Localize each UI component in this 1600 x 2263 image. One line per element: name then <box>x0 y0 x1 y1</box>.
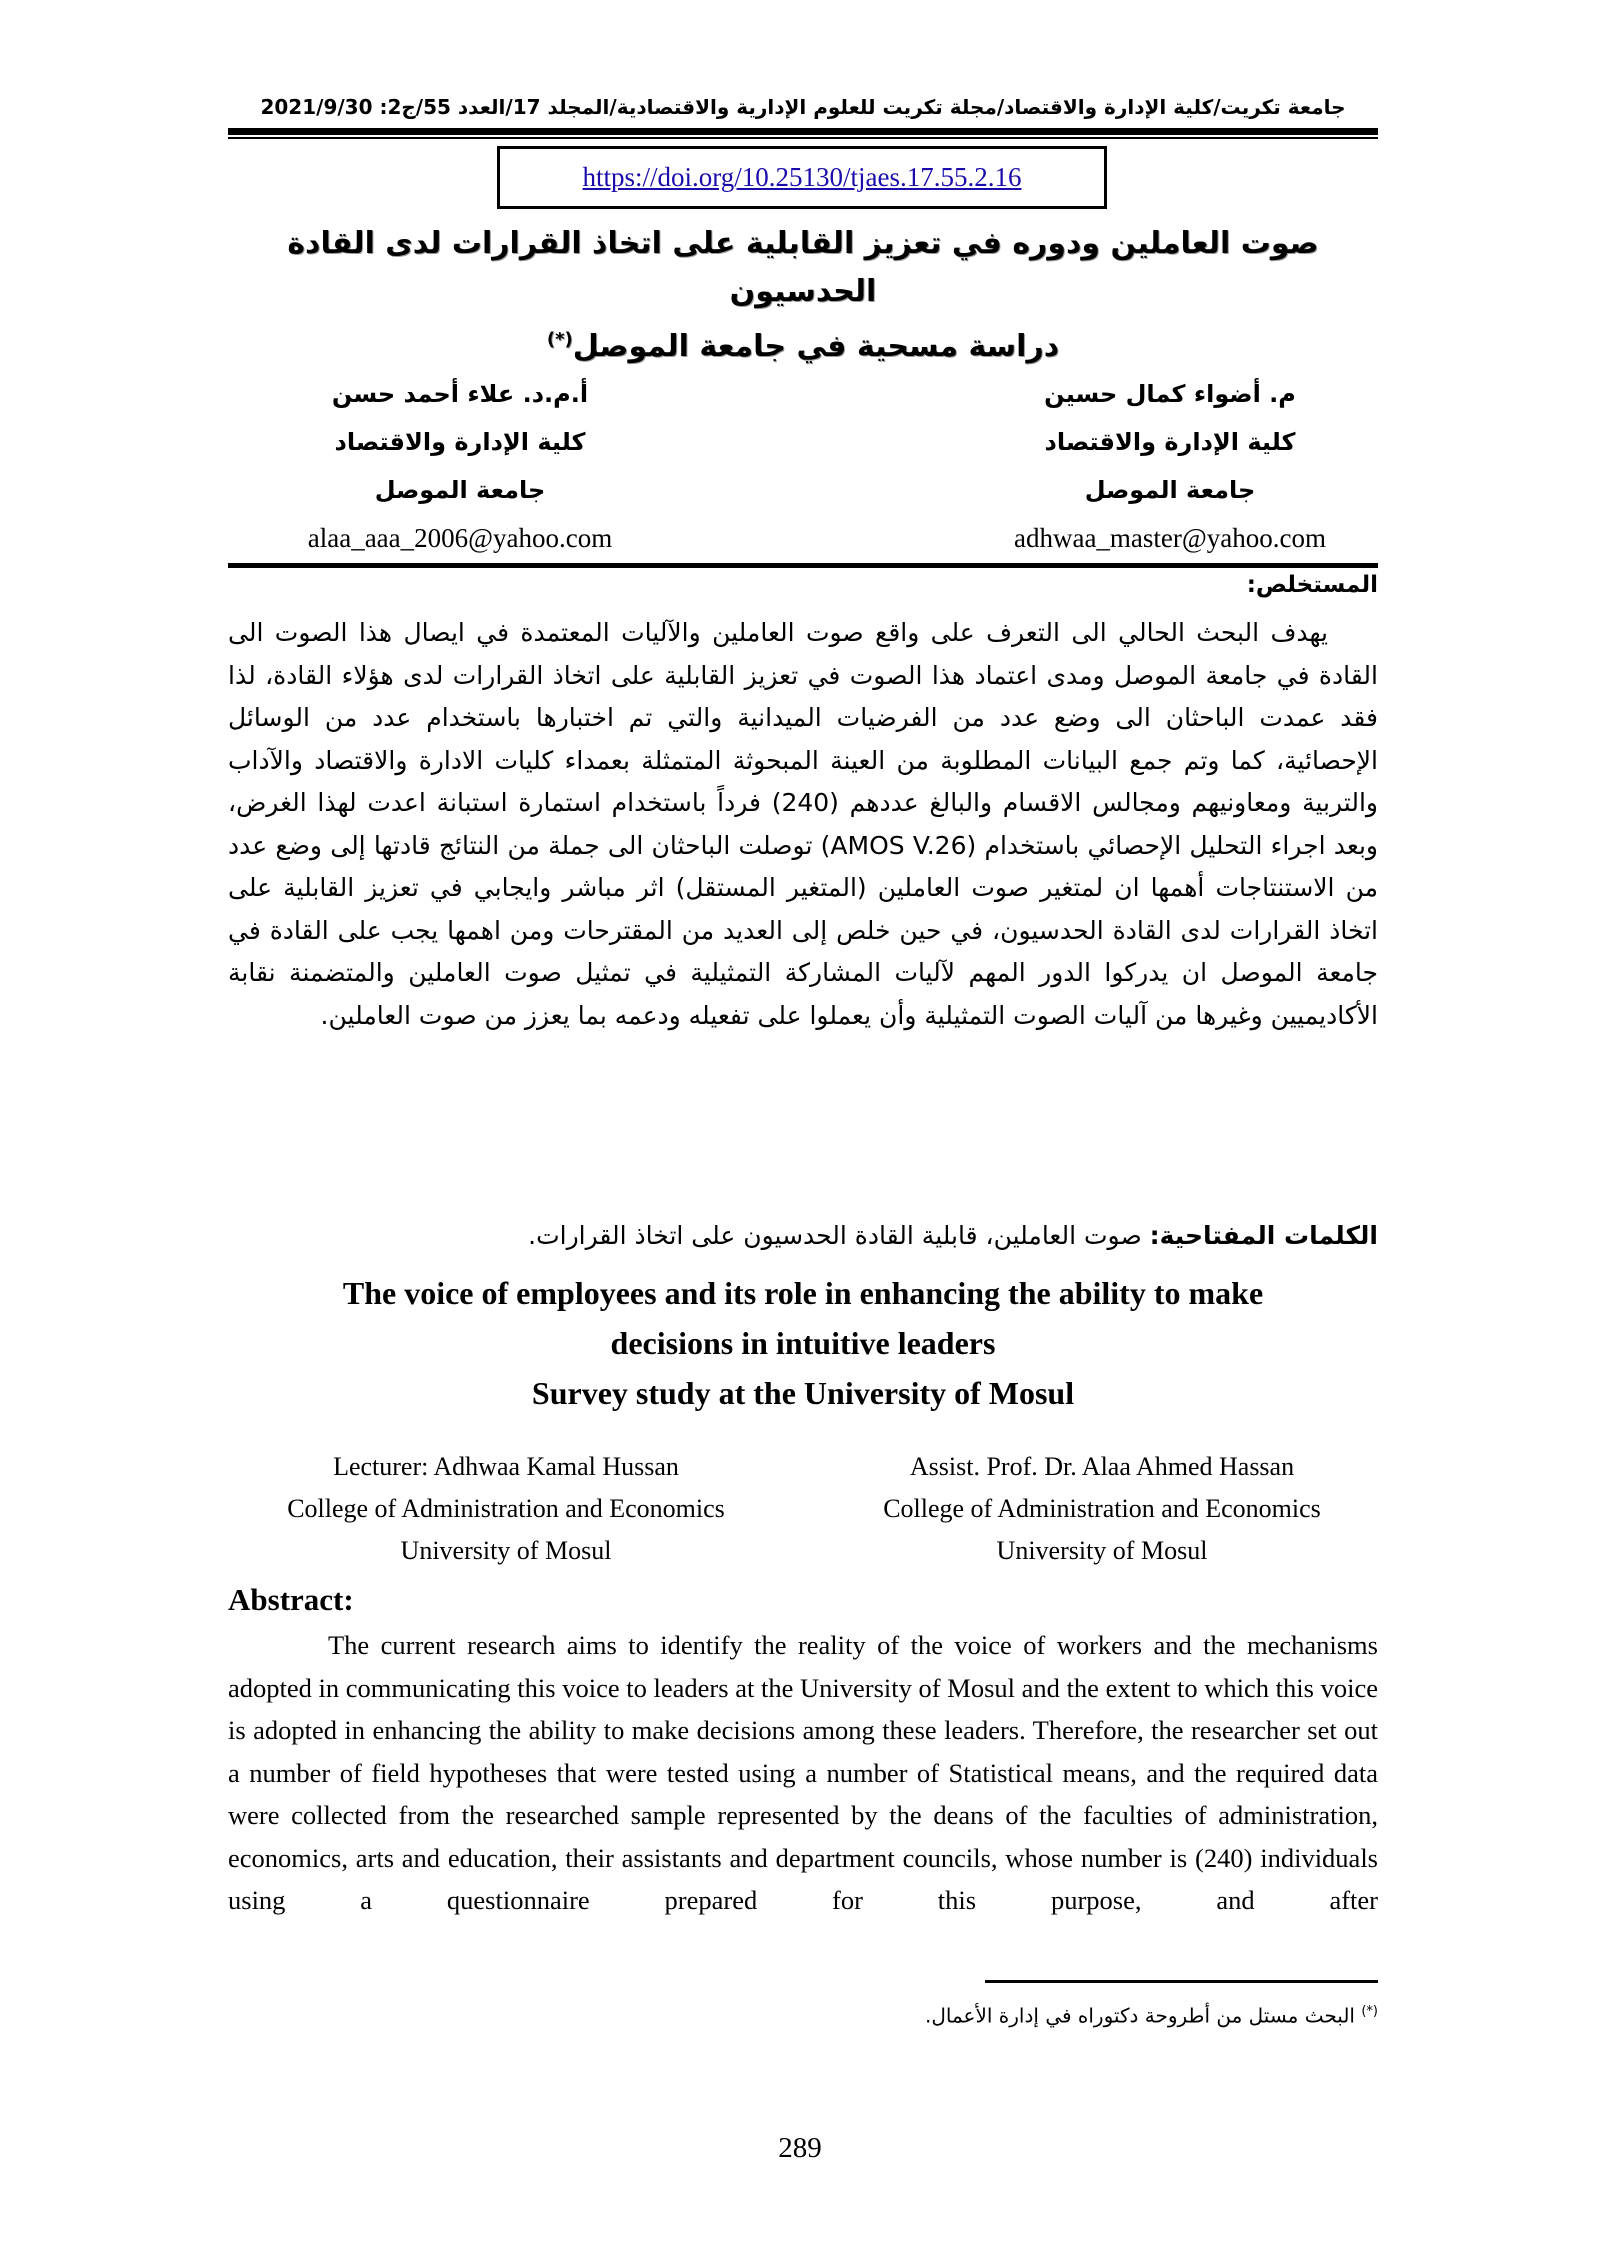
arabic-author-2 <box>250 370 670 562</box>
author-university: University of Mosul <box>400 1536 612 1565</box>
author-email[interactable]: alaa_aaa_2006@yahoo.com <box>307 523 613 553</box>
section-divider <box>228 563 1378 568</box>
footnote-text: البحث مستل من أطروحة دكتوراه في إدارة الأعمال. <box>925 2003 1362 2028</box>
author-name: أ.م.د. علاء أحمد حسن <box>331 380 589 408</box>
arabic-abstract <box>228 612 1378 1037</box>
arabic-author-1 <box>960 370 1380 562</box>
author-college: College of Administration and Economics <box>883 1494 1321 1523</box>
doi-link[interactable]: https://doi.org/10.25130/tjaes.17.55.2.16 <box>582 162 1022 192</box>
english-title <box>228 1268 1378 1418</box>
page-number: 289 <box>778 2132 822 2164</box>
header-rule-thin <box>228 137 1378 139</box>
arabic-abstract-heading: المستخلص: <box>1246 572 1378 598</box>
author-name: Assist. Prof. Dr. Alaa Ahmed Hassan <box>909 1452 1295 1481</box>
arabic-abstract-text: يهدف البحث الحالي الى التعرف على واقع صوت العاملين والآليات المعتمدة في ايصال هذا الصوت الى القادة في جامعة الموصل ومدى اعتماد هذا الصوت في تعزيز القابلية على اتخاذ القرارات لدى هؤلاء القادة، لذا فقد عمدت الباحثان الى وضع عدد من الفرضيات الميدانية والتي تم اختبارها باستخدام عدد من الوسائل الإحصائية، كما وتم جمع البيانات المطلوبة من العينة المبحوثة المتمثلة بعمداء كليات الادارة والاقتصاد والآداب والتربية ومعاونيهم ومجالس الاقسام والبالغ عددهم (240) فرداً باستخدام استمارة استبانة اعدت لهذا الغرض، وبعد اجراء التحليل الإحصائي باستخدام (AMOS V.26) توصلت الباحثان الى جملة من النتائج قادتها إلى وضع عدد من الاستنتاجات أهمها ان لمتغير صوت العاملين (المتغير المستقل) اثر مباشر وايجابي في تعزيز القابلية على اتخاذ القرارات لدى القادة الحدسيون، في حين خلص إلى العديد من المقترحات ومن اهمها يجب على القادة في جامعة الموصل ان يدركوا الدور المهم لآليات المشاركة التمثيلية في تمثيل صوت العاملين والمتضمنة نقابة الأكاديميين وغيرها من آليات الصوت التمثيلية وأن يعملوا على تفعيله ودعمه بما يعزز من صوت العاملين. <box>228 618 1378 1030</box>
english-abstract-heading: Abstract: <box>228 1582 354 1617</box>
doi-box <box>497 146 1107 209</box>
english-title-line-1: The voice of employees and its role in enhancing the ability to make <box>342 1275 1264 1311</box>
arabic-keywords <box>228 1215 1378 1257</box>
author-college: كلية الإدارة والاقتصاد <box>1044 428 1296 456</box>
author-university: جامعة الموصل <box>374 476 546 504</box>
footnote <box>925 1995 1378 2033</box>
keywords-text: صوت العاملين، قابلية القادة الحدسيون على اتخاذ القرارات. <box>528 1221 1150 1250</box>
arabic-title-line-2-text: دراسة مسحية في جامعة الموصل <box>572 329 1060 364</box>
english-abstract <box>228 1624 1378 1922</box>
title-footnote-mark[interactable]: (*) <box>546 329 573 350</box>
author-name: Lecturer: Adhwaa Kamal Hussan <box>333 1452 679 1481</box>
footnote-mark: (*) <box>1361 2004 1378 2019</box>
author-college: كلية الإدارة والاقتصاد <box>334 428 586 456</box>
footnote-rule <box>985 1980 1378 1983</box>
running-header: جامعة تكريت/كلية الإدارة والاقتصاد/مجلة تكريت للعلوم الإدارية والاقتصادية/المجلد 17/العدد 55/ج2: 2021/9/30 <box>260 95 1346 119</box>
english-title-line-3: Survey study at the University of Mosul <box>531 1375 1075 1411</box>
english-author-1 <box>236 1446 776 1572</box>
english-abstract-text: The current research aims to identify the reality of the voice of workers and the mechanisms adopted in communicating this voice to leaders at the University of Mosul and the extent to which this voice is adopted in enhancing the ability to make decisions among these leaders. Therefore, the researcher set out a number of field hypotheses that were tested using a number of Statistical means, and the required data were collected from the researched sample represented by the deans of the faculties of administration, economics, arts and education, their assistants and department councils, whose number is (240) individuals using a questionnaire prepared for this purpose, and after <box>228 1630 1378 1915</box>
author-college: College of Administration and Economics <box>287 1494 725 1523</box>
arabic-title-line-1: صوت العاملين ودوره في تعزيز القابلية على اتخاذ القرارات لدى القادة الحدسيون <box>287 226 1319 309</box>
english-author-2 <box>832 1446 1372 1572</box>
author-university: جامعة الموصل <box>1084 476 1256 504</box>
author-name: م. أضواء كمال حسين <box>1044 380 1296 408</box>
author-university: University of Mosul <box>996 1536 1208 1565</box>
keywords-label: الكلمات المفتاحية: <box>1149 1221 1378 1250</box>
author-email[interactable]: adhwaa_master@yahoo.com <box>1013 523 1326 553</box>
header-rule <box>228 128 1378 135</box>
english-title-line-2: decisions in intuitive leaders <box>610 1325 996 1361</box>
arabic-title <box>228 220 1378 371</box>
arabic-title-line-2 <box>228 316 1378 371</box>
